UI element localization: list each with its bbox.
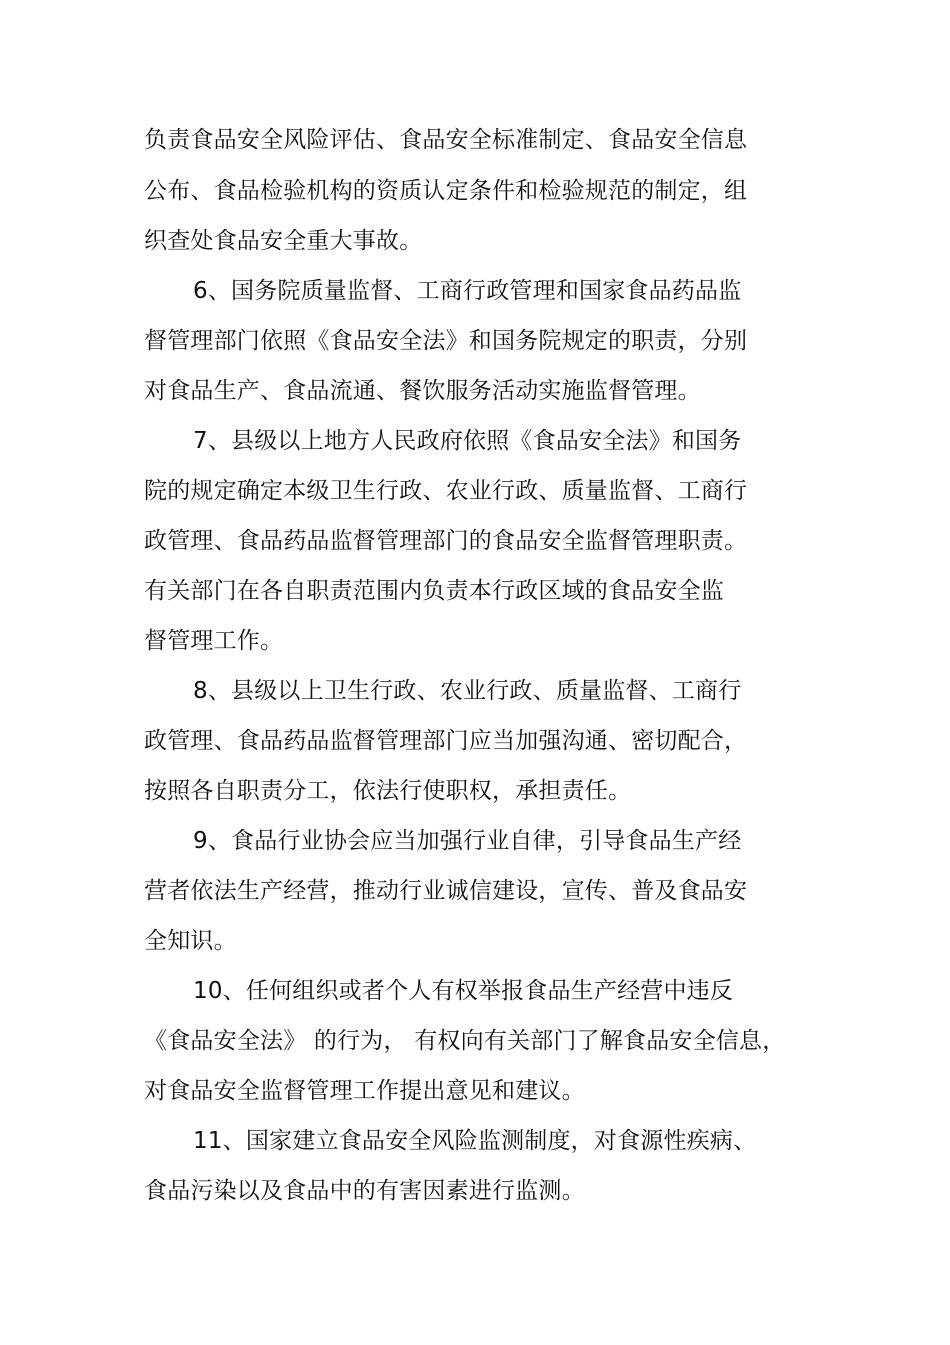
text-line: 督管理工作。 — [144, 628, 284, 654]
paragraph-11-first-line: 11、国家建立食品安全风险监测制度，对食源性疾病、 — [193, 1128, 757, 1154]
text-line: 负责食品安全风险评估、食品安全标准制定、食品安全信息 — [144, 127, 748, 153]
paragraph-10-first-line: 10、任何组织或者个人有权举报食品生产经营中违反 — [193, 978, 734, 1004]
text-line: 对食品生产、食品流通、餐饮服务活动实施监督管理。 — [144, 378, 701, 404]
text-line: 对食品安全监督管理工作提出意见和建议。 — [144, 1078, 585, 1104]
paragraph-7-first-line: 7、县级以上地方人民政府依照《食品安全法》和国务 — [193, 428, 742, 454]
paragraph-9-first-line: 9、食品行业协会应当加强行业自律，引导食品生产经 — [193, 828, 742, 854]
text-line: 督管理部门依照《食品安全法》和国务院规定的职责，分别 — [144, 328, 748, 354]
paragraph-6-first-line: 6、国务院质量监督、工商行政管理和国家食品药品监 — [193, 278, 742, 304]
text-line: 院的规定确定本级卫生行政、农业行政、质量监督、工商行 — [144, 478, 748, 504]
text-line: 政管理、食品药品监督管理部门应当加强沟通、密切配合， — [144, 728, 748, 754]
text-line: 食品污染以及食品中的有害因素进行监测。 — [144, 1178, 585, 1204]
text-line: 政管理、食品药品监督管理部门的食品安全监督管理职责。 — [144, 528, 748, 554]
paragraph-8-first-line: 8、县级以上卫生行政、农业行政、质量监督、工商行 — [193, 678, 742, 704]
text-line: 营者依法生产经营，推动行业诚信建设，宣传、普及食品安 — [144, 878, 748, 904]
text-line: 织查处食品安全重大事故。 — [144, 228, 423, 254]
text-line: 按照各自职责分工，依法行使职权，承担责任。 — [144, 778, 632, 804]
text-line: 《食品安全法》 的行为， 有权向有关部门了解食品安全信息， — [144, 1028, 786, 1054]
text-line: 全知识。 — [144, 928, 237, 954]
text-line: 有关部门在各自职责范围内负责本行政区域的食品安全监 — [144, 578, 724, 604]
text-line: 公布、食品检验机构的资质认定条件和检验规范的制定，组 — [144, 178, 748, 204]
